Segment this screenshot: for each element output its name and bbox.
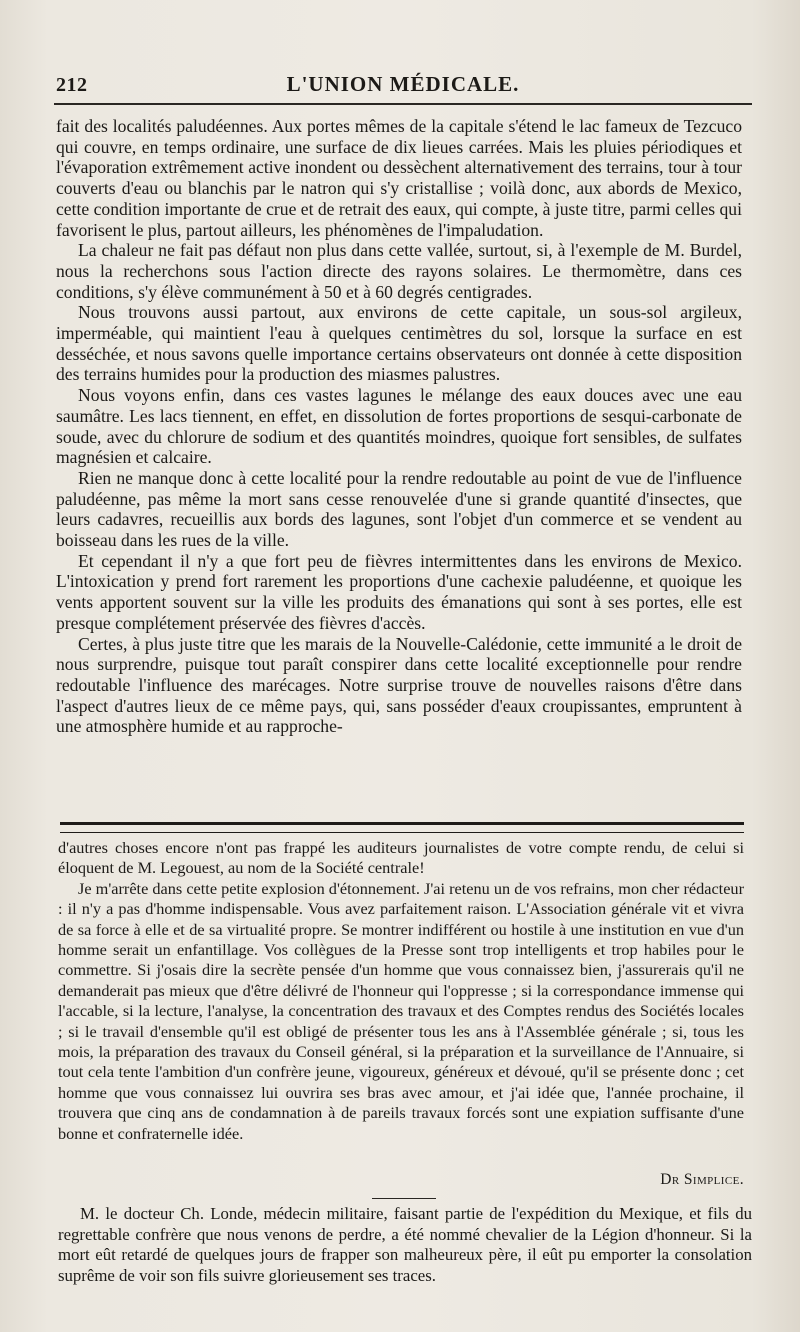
page-header — [54, 66, 752, 106]
news-item — [58, 1204, 752, 1286]
running-title: L'UNION MÉDICALE. — [286, 72, 520, 96]
signature: Dr Simplice. — [660, 1171, 744, 1188]
article-paragraph: Et cependant il n'y a que fort peu de fièvres intermittentes dans les environs de Mexico. L'intoxication y prend fort rarement les proportions d'une cachexie paludéenne, et quoique les vents apportent souvent sur la ville les produits des émanations qui sont à ses portes, elle est presque complétement préservée des fièvres d'accès. — [56, 550, 742, 633]
news-paragraph: M. le docteur Ch. Londe, médecin militaire, faisant partie de l'expédition du Mexique, et fils du regrettable confrère que nous venons de perdre, a été nommé chevalier de la Légion d'honneur. Si la mort eût retardé de quelques jours de frapper son malheureux père, il eût pu emporter la consolation suprême de voir son fils suivre glorieusement ses traces. — [58, 1204, 752, 1285]
article-paragraph: Certes, à plus juste titre que les marais de la Nouvelle-Calédonie, cette immunité a le droit de nous surprendre, puisque tout paraît conspirer dans cette localité exceptionnelle pour rendre redoutable l'influence des marécages. Notre surprise trouve de nouvelles raisons d'être dans l'aspect d'autres lieux de ce même pays, qui, sans posséder d'eaux croupissantes, empruntent à une atmosphère humide et au rapproche- — [56, 633, 742, 737]
header-rule — [54, 103, 752, 105]
page-number: 212 — [56, 74, 88, 96]
feuilleton-note — [58, 838, 744, 1144]
section-divider — [60, 822, 744, 833]
article-paragraph: La chaleur ne fait pas défaut non plus dans cette vallée, surtout, si, à l'exemple de M. Burdel, nous la recherchons sous l'action directe des rayons solaires. Le thermomètre, dans ces conditions, s'y élève communément à 50 et à 60 degrés centigrades. — [56, 240, 742, 302]
article-paragraph: Rien ne manque donc à cette localité pour la rendre redoutable au point de vue de l'influence paludéenne, pas même la mort sans cesse renouvelée d'une si grande quantité d'insectes, que leurs cadavres, recueillis aux bords des lagunes, sont l'objet d'un commerce et se vendent au boisseau dans les rues de la ville. — [56, 467, 742, 551]
note-paragraph: Je m'arrête dans cette petite explosion d'étonnement. J'ai retenu un de vos refrains, mon cher rédacteur : il n'y a pas d'homme indispensable. Vous avez parfaitement raison. L'Association générale vit et vivra de sa force à elle et de sa virtualité propre. Se montrer indifférent ou hostile à une institution en vue d'un homme serait un enfantillage. Vos collègues de la Presse sont trop intelligents et trop habiles pour le commettre. Si j'osais dire la secrète pensée d'un homme que vous connaissez bien, j'assurerais qu'il ne demanderait pas mieux que d'être délivré de l'honneur qui l'oppresse ; si la correspondance immense qui l'accable, si la lecture, l'analyse, la concentration des travaux et des Comptes rendus des Sociétés locales ; si le travail d'ensemble qu'il est obligé de présenter tous les ans à l'Assemblée générale ; si, tous les mois, la préparation des travaux du Conseil général, si la préparation et la surveillance de l'Annuaire, si tout cela tente l'ambition d'un confrère jeune, vigoureux, généreux et dévoué, qu'il se présente donc ; cet homme que vous connaissez lui ouvrira ses bras avec amour, et j'ai idée que, l'année prochaine, il trouvera que cinq ans de condamnation à de pareils travaux forcés sont une expiation suffisante d'une bonne et confraternelle idée. — [58, 878, 744, 1143]
article-paragraph: Nous voyons enfin, dans ces vastes lagunes le mélange des eaux douces avec une eau saumâtre. Les lacs tiennent, en effet, en dissolution de fortes proportions de sesqui-carbonate de soude, avec du chlorure de sodium et des quantités moindres, quoique fort sensibles, de sulfates magnésien et calcaire. — [56, 385, 742, 468]
short-divider — [372, 1198, 436, 1199]
main-article — [56, 116, 742, 737]
article-paragraph: Nous trouvons aussi partout, aux environs de cette capitale, un sous-sol argileux, imperméable, qui maintient l'eau à quelques centimètres du sol, lorsque la surface en est desséchée, et nous savons quelle importance certains observateurs ont donnée à cette disposition des terrains humides pour la production des miasmes palustres. — [56, 302, 742, 385]
article-paragraph: fait des localités paludéennes. Aux portes mêmes de la capitale s'étend le lac fameux de Tezcuco qui couvre, en temps ordinaire, une surface de dix lieues carrées. Mais les pluies périodiques et l'évaporation extrêmement active inondent ou dessèchent alternativement des terrains, tour à tour couverts d'eau ou blanchis par le natron qui s'y cristallise ; voilà donc, aux abords de Mexico, cette condition importante de crue et de retrait des eaux, qui compte, à juste titre, parmi celles qui favorisent le plus, partout ailleurs, les phénomènes de l'impaludation. — [56, 116, 742, 240]
note-paragraph: d'autres choses encore n'ont pas frappé les auditeurs journalistes de votre compte rendu, de celui si éloquent de M. Legouest, au nom de la Société centrale! — [58, 838, 744, 878]
